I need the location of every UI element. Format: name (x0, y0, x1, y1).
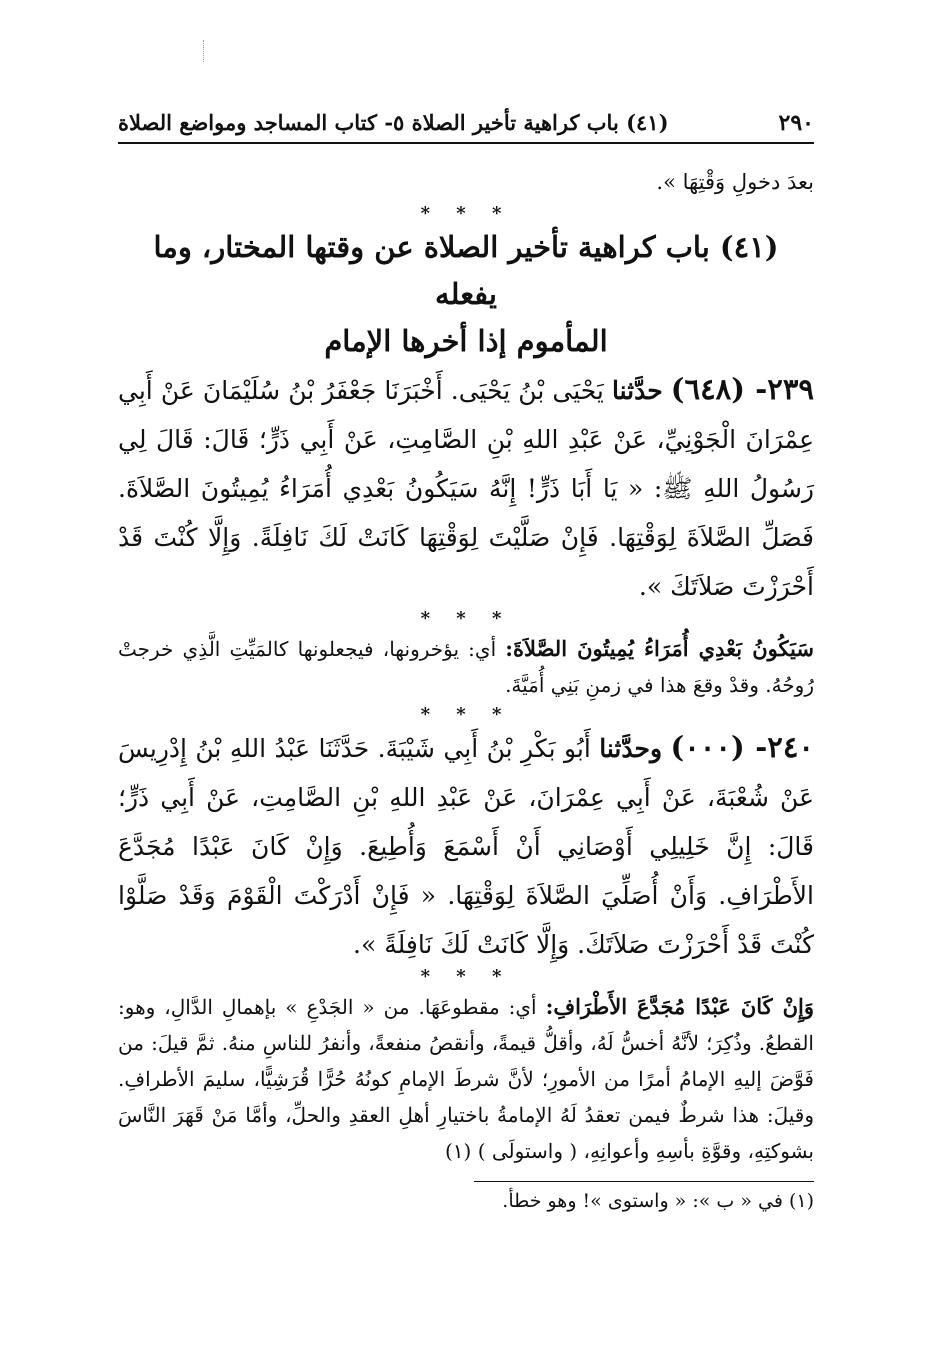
hadith-lead: حدَّثنا (611, 376, 663, 405)
section-divider: * * * (420, 608, 512, 629)
section-divider: * * * (420, 704, 512, 725)
hadith-240 (118, 723, 814, 969)
page-speck (203, 40, 206, 62)
commentary-text: أي: يؤخرونها، فيجعلونها كالمَيِّتِ الَّذِي خرجتْ رُوحُهُ. وقدْ وقعَ هذا في زمنِ بَنِي أُمَيَّةَ. (118, 637, 814, 697)
running-title: (٤١) باب كراهية تأخير الصلاة ٥- كتاب المساجد ومواضع الصلاة (118, 110, 669, 135)
hadith-number: ٢٣٩- (٦٤٨) (670, 372, 814, 406)
commentary-text: أي: مقطوعَهَا. من « الجَدْعِ » بإهمالِ الدَّالِ، وهو: القطعُ. وذُكِرَ؛ لأنَّهُ أخسُّ لَهُ، وأقلُّ قيمةً، وأنقصُ منفعةً، وأنفرُ للناسِ منهُ. ثمَّ قيلَ: من فَوَّضَ إليهِ الإمامُ أمرًا من الأمورِ؛ لأنَّ شرطَ الإمامِ كونُهُ حُرًّا قُرَشِيًّا، سليمَ الأطرافِ. وقيلَ: هذا شرطٌ فيمن تعقدُ لَهُ الإمامةُ باختيارِ أهلِ العقدِ والحلِّ، وأمَّا مَنْ قَهَرَ النَّاسَ بشوكتِهِ، وقوَّةِ بأسِهِ وأعوانِهِ، ( واستولَى ) (١) (118, 995, 814, 1163)
hadith-text: أَبُو بَكْرِ بْنُ أَبِي شَيْبَةَ. حَدَّثَنَا عَبْدُ اللهِ بْنُ إِدْرِيسَ عَنْ شُعْبَةَ، عَنْ أَبِي عِمْرَانَ، عَنْ عَبْدِ اللهِ بْنِ الصَّامِتِ، عَنْ أَبِي ذَرٍّ؛ قَالَ: إِنَّ خَلِيلِي أَوْصَانِي أَنْ أَسْمَعَ وَأُطِيعَ. وَإِنْ كَانَ عَبْدًا مُجَدَّعَ الأَطْرَافِ. وَأَنْ أُصَلِّيَ الصَّلاَةَ لِوَقْتِهَا. « فَإِنْ أَدْرَكْتَ الْقَوْمَ وَقَدْ صَلَّوْا كُنْتَ قَدْ أَحْرَزْتَ صَلاَتَكَ. وَإِلَّا كَانَتْ لَكَ نَافِلَةً ». (118, 734, 814, 959)
hadith-lead: وحدَّثنا (599, 734, 663, 763)
footnote-separator (474, 1181, 814, 1182)
chapter-title (118, 224, 814, 365)
commentary-term: وَإِنْ كَانَ عَبْدًا مُجَدَّعَ الأَطْرَافِ: (545, 994, 814, 1019)
commentary-term: سَيَكُونُ بَعْدِي أُمَرَاءُ يُمِيتُونَ الصَّلاَةَ: (505, 636, 814, 661)
page (118, 110, 814, 1218)
chapter-title-line-1: (٤١) باب كراهية تأخير الصلاة عن وقتها المختار، وما يفعله (153, 230, 779, 311)
previous-hadith-ending: بعدَ دخولِ وَقْتِهَا ». (656, 170, 814, 194)
page-number: ٢٩٠ (778, 110, 814, 136)
chapter-title-line-2: المأموم إذا أخرها الإمام (324, 324, 608, 358)
hadith-text: يَحْيَى بْنُ يَحْيَى. أَخْبَرَنَا جَعْفَرُ بْنُ سُلَيْمَانَ عَنْ أَبِي عِمْرَانَ الْجَوْنِيِّ، عَنْ عَبْدِ اللهِ بْنِ الصَّامِتِ، عَنْ أَبِي ذَرٍّ؛ قَالَ: قَالَ لِي رَسُولُ اللهِ ﷺ: « يَا أَبَا ذَرٍّ! إِنَّهُ سَيَكُونُ بَعْدِي أُمَرَاءُ يُمِيتُونَ الصَّلاَةَ. فَصَلِّ الصَّلاَةَ لِوَقْتِهَا. فَإِنْ صَلَّيْتَ لِوَقْتِهَا كَانَتْ لَكَ نَافِلَةً. وَإِلَّا كُنْتَ قَدْ أَحْرَزْتَ صَلاَتَكَ ». (118, 376, 814, 601)
running-header (118, 110, 814, 144)
commentary-2 (118, 989, 814, 1169)
section-divider: * * * (420, 966, 512, 987)
hadith-239 (118, 365, 814, 611)
commentary-1 (118, 631, 814, 703)
footnote: (١) في « ب »: « واستوى »! وهو خطأ. (502, 1190, 814, 1212)
section-divider: * * * (420, 203, 512, 224)
hadith-number: ٢٤٠- (٠٠٠) (670, 730, 815, 764)
